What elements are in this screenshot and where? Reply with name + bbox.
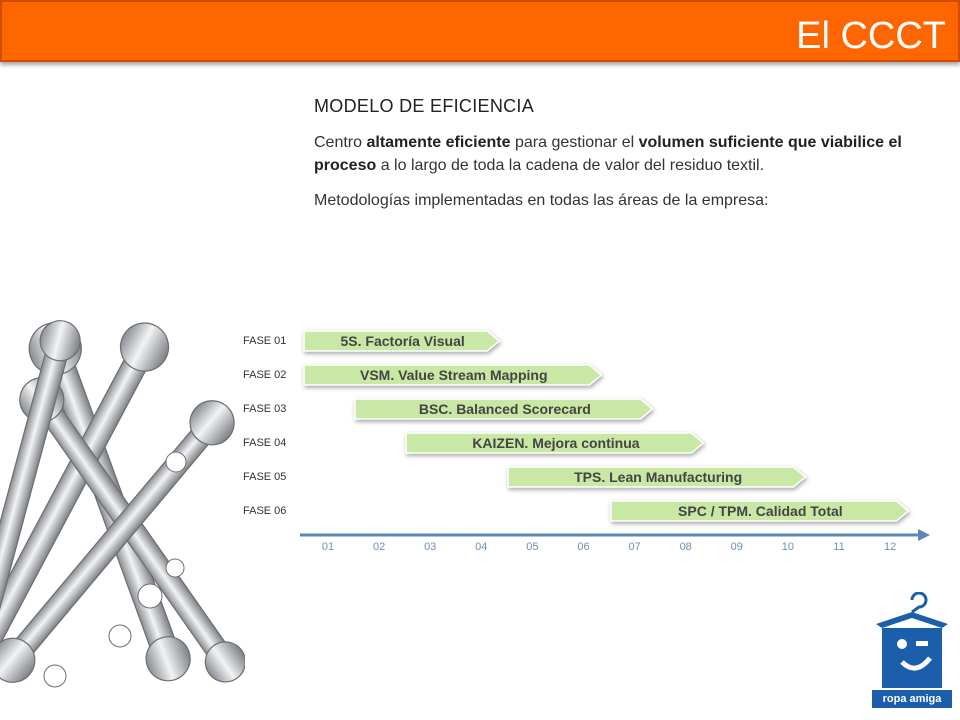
section-heading: MODELO DE EFICIENCIA xyxy=(314,96,535,116)
axis-tick-label: 05 xyxy=(526,541,539,553)
phase-label: FASE 05 xyxy=(243,471,287,483)
axis-tick-label: 11 xyxy=(833,541,845,553)
phase-bar-label: TPS. Lean Manufacturing xyxy=(574,469,743,485)
axis-tick-label: 01 xyxy=(321,541,335,553)
phase-bar-label: KAIZEN. Mejora continua xyxy=(472,435,640,451)
phase-bar xyxy=(508,465,808,489)
ropa-amiga-logo xyxy=(872,592,952,714)
wrenches-image xyxy=(0,306,245,720)
phase-bar-label: BSC. Balanced Scorecard xyxy=(418,401,591,417)
axis-tick-label: 06 xyxy=(577,541,590,553)
axis-tick-label: 09 xyxy=(730,541,743,553)
phase-label: FASE 04 xyxy=(243,437,287,449)
page-title: El CCCT xyxy=(796,15,946,57)
methodologies-paragraph: Metodologías implementadas en todas las áreas de la empresa: xyxy=(314,192,769,209)
main-content xyxy=(314,96,924,224)
header-bar xyxy=(0,0,960,62)
axis-tick-label: 02 xyxy=(372,541,386,553)
phase-bar-label: SPC / TPM. Calidad Total xyxy=(678,503,843,519)
phase-label: FASE 03 xyxy=(243,403,287,415)
phase-label: FASE 02 xyxy=(243,369,287,381)
phase-bar xyxy=(406,431,706,455)
description-paragraph: Centro altamente eficiente para gestionar el volumen suficiente que viabilice el proceso a lo largo de toda la cadena de valor del residuo textil. xyxy=(314,134,902,174)
axis-tick-label: 04 xyxy=(475,541,488,553)
timeline-axis xyxy=(300,526,932,542)
phase-bar xyxy=(611,499,911,523)
phase-bar-label: 5S. Factoría Visual xyxy=(340,333,465,349)
phase-bar xyxy=(304,329,501,353)
phase-bar-label: VSM. Value Stream Mapping xyxy=(360,367,548,383)
axis-tick-label: 07 xyxy=(628,541,641,553)
axis-tick-label: 08 xyxy=(679,541,692,553)
phase-label: FASE 06 xyxy=(243,505,287,517)
phase-label: FASE 01 xyxy=(243,335,287,347)
logo-text: ropa amiga xyxy=(872,690,952,708)
axis-tick-label: 03 xyxy=(424,541,437,553)
axis-tick-label: 10 xyxy=(781,541,795,553)
axis-tick-label: 12 xyxy=(883,541,897,553)
phase-bar xyxy=(355,397,655,421)
phase-bar xyxy=(304,363,604,387)
